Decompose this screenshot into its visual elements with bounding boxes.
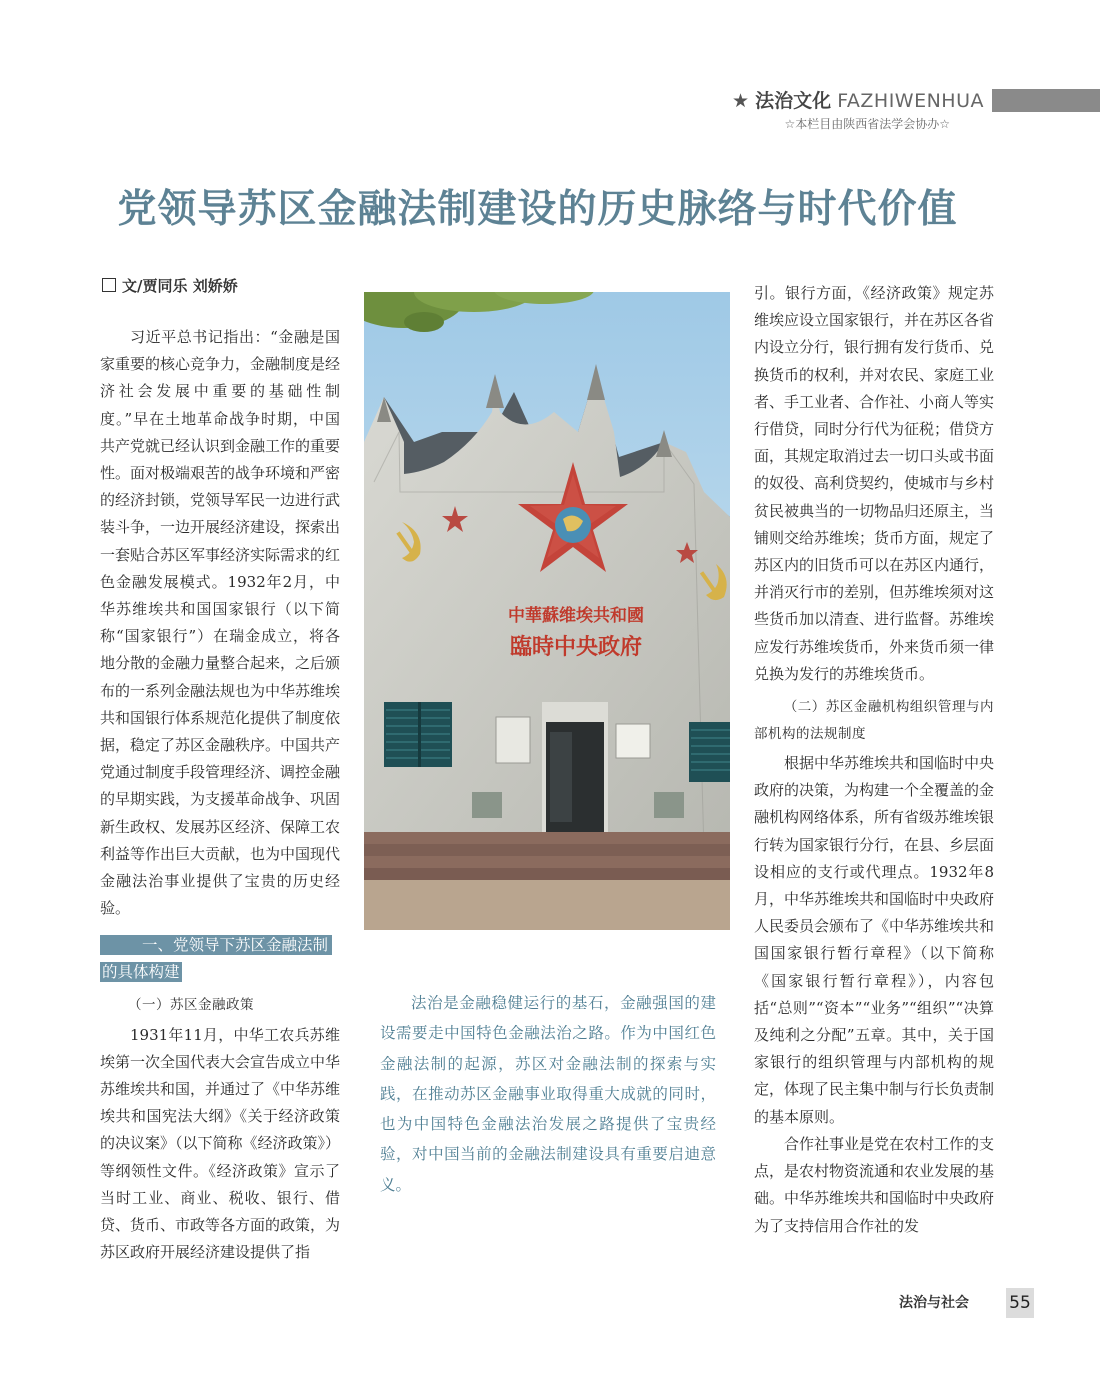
column-title-cn: 法治文化 xyxy=(755,90,832,112)
column-title-en: FAZHIWENHUA xyxy=(837,90,984,112)
pull-quote: 法治是金融稳健运行的基石，金融强国的建设需要走中国特色金融法治之路。作为中国红色金融法制的起源，苏区对金融法制的探索与实践，在推动苏区金融事业取得重大成就的同时，也为中国特色金融法治发展之路提供了宝贵经验，对中国当前的金融法制建设具有重要启迪意义。 xyxy=(380,994,716,1194)
column-header xyxy=(700,86,1100,131)
subsection-heading: （一）苏区金融政策 xyxy=(128,997,254,1014)
pillar-box xyxy=(472,792,502,818)
header-bar xyxy=(992,89,1100,112)
subsection-heading: （二）苏区金融机构组织管理与内部机构的法规制度 xyxy=(754,699,994,743)
section-heading xyxy=(100,932,340,986)
paragraph: 引。银行方面，《经济政策》规定苏维埃应设立国家银行，并在苏区各省内设立分行，银行拥有发行货币、兑换货币的权利，并对农民、家庭工业者、手工业者、合作社、小商人等实行借贷，同时分行代为征税；借贷方面，其规定取消过去一切口头或书面的奴役、高利贷契约，使城市与乡村贫民被典当的一切物品归还原主，当铺则交给苏维埃；货币方面，规定了苏区内的旧货币可以在苏区内通行，并消灭行市的差别，但苏维埃须对这些货币加以清查、进行监督。苏维埃应发行苏维埃货币，外来货币须一律兑换为发行的苏维埃货币。 xyxy=(754,284,995,683)
paragraph: 根据中华苏维埃共和国临时中央政府的决策，为构建一个全覆盖的金融机构网络体系，所有省级苏维埃银行转为国家银行分行，在县、乡层面设相应的支行或代理点。1932年8月，中华苏维埃共和国临时中央政府人民委员会颁布了《中华苏维埃共和国国家银行暂行章程》（以下简称《国家银行暂行章程》），内容包括“总则”“资本”“业务”“组织”“决算及纯利之分配”五章。其中，关于国家银行的组织管理与内部机构的规定，体现了民主集中制与行长负责制的基本原则。 xyxy=(754,754,995,1126)
byline-text: 文/贾同乐 刘娇娇 xyxy=(122,277,238,295)
star-icon: ★ xyxy=(732,90,750,112)
plaque-left xyxy=(496,717,530,763)
column-subtitle: ☆本栏目由陕西省法学会协办☆ xyxy=(784,117,950,131)
doorway xyxy=(542,702,608,834)
front-steps xyxy=(364,832,730,880)
paragraph: 合作社事业是党在农村工作的支点，是农村物资流通和农业发展的基础。中华苏维埃共和国临时中央政府为了支持信用合作社的发 xyxy=(754,1134,995,1235)
section-heading-line1: 一、党领导下苏区金融法制 xyxy=(142,936,329,955)
building-photo xyxy=(364,292,730,930)
column-left xyxy=(100,324,340,1267)
paragraph: 1931年11月，中华工农兵苏维埃第一次全国代表大会宣告成立中华苏维埃共和国，并通过了《中华苏维埃共和国宪法大纲》《关于经济政策的决议案》（以下简称《经济政策》）等纲领性文件。《经济政策》宣示了当时工业、商业、税收、银行、借贷、货币、市政等各方面的政策，为苏区政府开展经济建设提供了指 xyxy=(100,1025,341,1262)
plaque-right xyxy=(616,724,650,758)
byline xyxy=(102,275,238,296)
column-right xyxy=(754,280,994,1240)
page-number: 55 xyxy=(1006,1288,1034,1318)
sign-line-1: 中華蘇维埃共和國 xyxy=(508,606,644,626)
section-heading-line2: 的具体构建 xyxy=(102,963,180,982)
window-left xyxy=(384,702,452,767)
window-right xyxy=(689,722,730,782)
square-icon xyxy=(102,278,116,292)
ground xyxy=(364,880,730,930)
pillar-box xyxy=(654,792,684,818)
paragraph: 习近平总书记指出：“金融是国家重要的核心竞争力，金融制度是经济社会发展中重要的基础性制度。”早在土地革命战争时期，中国共产党就已经认识到金融工作的重要性。面对极端艰苦的战争环境和严密的经济封锁，党领导军民一边进行武装斗争，一边开展经济建设，探索出一套贴合苏区军事经济实际需求的红色金融发展模式。1932年2月，中华苏维埃共和国国家银行（以下简称“国家银行”）在瑞金成立，将各地分散的金融力量整合起来，之后颁布的一系列金融法规也为中华苏维埃共和国银行体系规范化提供了制度依据，稳定了苏区金融秩序。中国共产党通过制度手段管理经济、调控金融的早期实践，为支援革命战争、巩固新生政权、发展苏区经济、保障工农利益等作出巨大贡献，也为中国现代金融法治事业提供了宝贵的历史经验。 xyxy=(100,328,341,918)
column-title xyxy=(732,86,984,113)
magazine-name: 法治与社会 xyxy=(899,1295,969,1311)
article-title: 党领导苏区金融法制建设的历史脉络与时代价值 xyxy=(117,187,958,232)
sign-line-2: 臨時中央政府 xyxy=(509,634,643,660)
